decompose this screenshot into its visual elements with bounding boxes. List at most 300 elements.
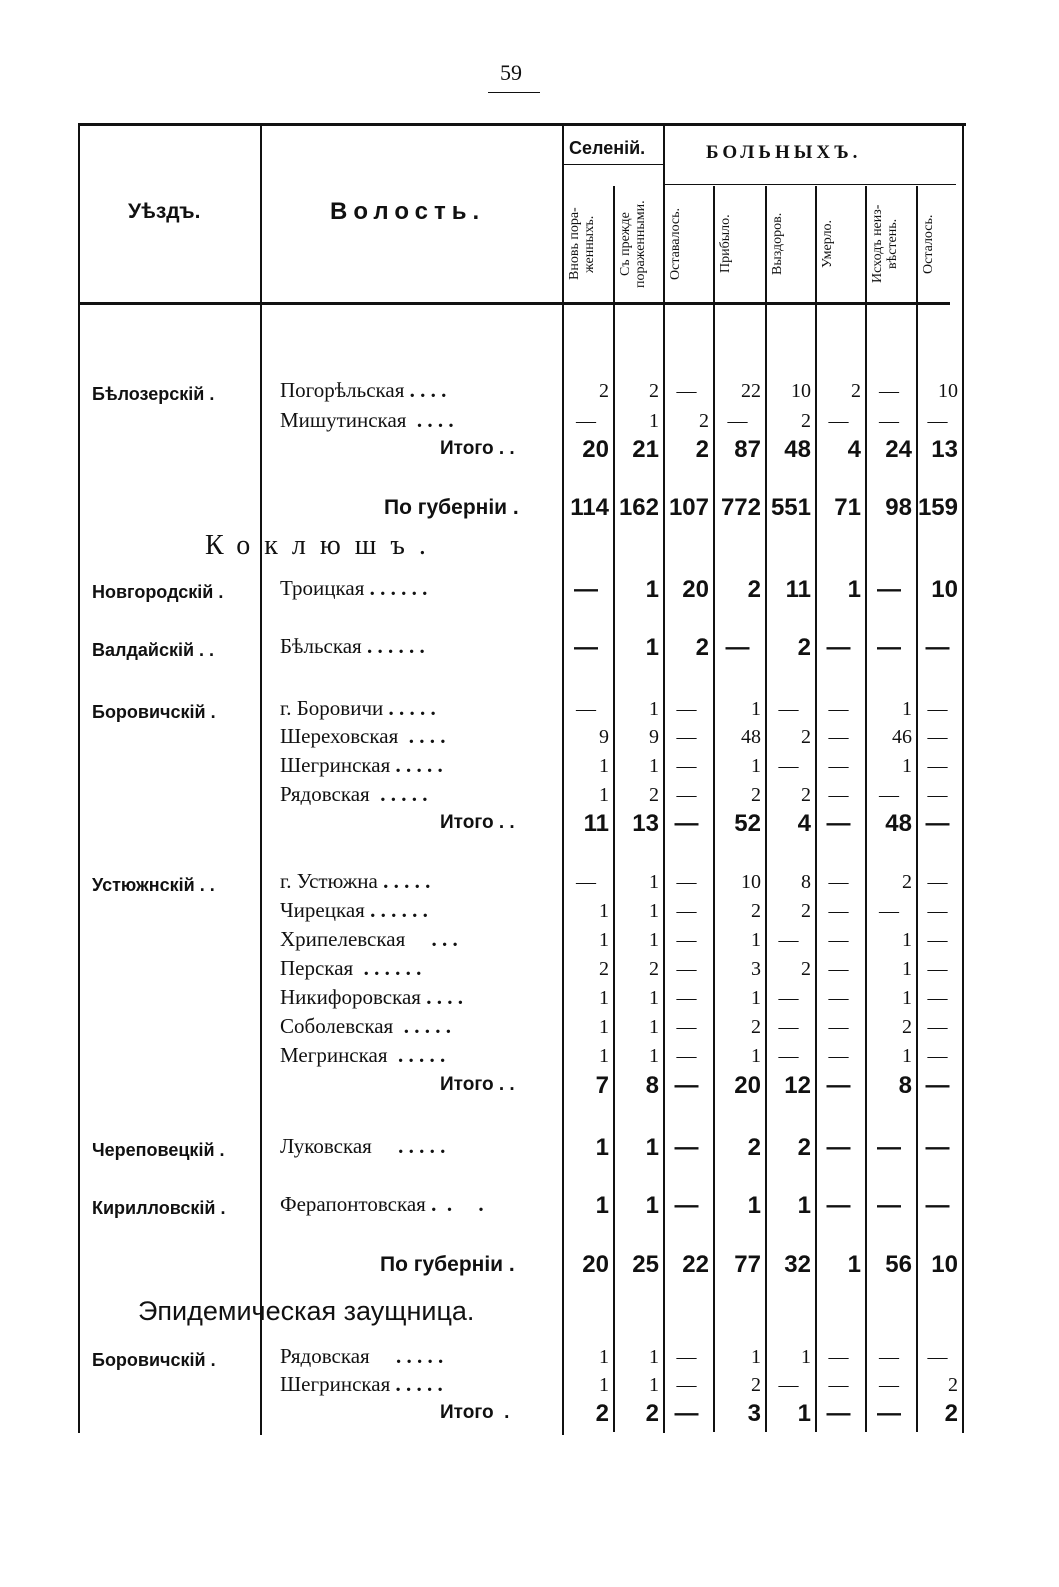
volost-name [280,985,463,1010]
cell-value: — [826,1400,851,1427]
cell-value: — [879,380,899,402]
cell-value: — [927,410,948,432]
cell-value: — [927,1346,948,1368]
cell-value: — [925,1072,950,1099]
cell-value: 1 [751,1346,761,1368]
cell-value: 32 [784,1251,811,1278]
total-leader-dots: . . [493,812,515,833]
cell-value: 1 [645,1192,659,1219]
cell-value: 2 [649,784,659,806]
volost-label: г. Устюжна [280,869,378,893]
uezd-leader-dots: . [205,1350,216,1370]
total-text: По губерніи [384,496,508,519]
cell-value: — [925,810,950,837]
cell-value: — [828,1016,849,1038]
volost-name [280,927,458,952]
cell-value: — [674,810,699,837]
cell-value: — [674,1192,699,1219]
volost-label: Рядовская [280,782,370,806]
cell-value: — [574,634,598,661]
uezd-label: Бѣлозерскій [92,384,205,404]
volost-label: Мегринская [280,1043,388,1067]
cell-value: 52 [734,810,761,837]
cell-value: — [828,726,849,748]
cell-value: — [828,987,849,1009]
cell-value: 1 [595,1192,609,1219]
cell-value: — [828,900,849,922]
cell-value: 22 [741,380,761,402]
cell-value: — [676,726,697,748]
cell-value: 21 [632,436,659,463]
volost-label: Рядовская [280,1344,370,1368]
cell-value: 10 [931,1251,958,1278]
volost-name [280,1192,484,1217]
header-bolnykh: БОЛЬНЫХЪ. [706,142,862,163]
uezd-name [92,1350,216,1371]
volost-leader-dots: . . . . . [390,1372,443,1396]
cell-value: 2 [851,380,861,402]
cell-value: — [828,755,849,777]
cell-value: 2 [699,410,709,432]
cell-value: — [877,634,901,661]
cell-value: 1 [599,900,609,922]
volost-leader-dots: . . . . . [390,753,443,777]
cell-value: 46 [892,726,912,748]
cell-value: 1 [797,1192,811,1219]
cell-value: 2 [751,1016,761,1038]
col-divider-3 [713,186,715,1432]
cell-value: — [574,576,598,603]
cell-value: — [778,755,799,777]
total-label [440,438,515,460]
total-leader-dots: . . [493,1074,515,1095]
cell-value: 25 [632,1251,659,1278]
cell-value: — [826,1134,851,1161]
cell-value: — [778,1374,799,1396]
cell-value: 107 [668,494,709,521]
volost-leader-dots: . . . . . [387,1043,446,1067]
cell-value: 2 [599,380,609,402]
volost-name [280,869,430,894]
volost-label: Хрипелевская [280,927,406,951]
total-leader-dots: . . [493,438,515,459]
cell-value: — [879,900,899,922]
volost-label: Луковская [280,1134,372,1158]
cell-value: 2 [801,726,811,748]
total-leader-dots: . [503,1253,515,1276]
cell-value: 2 [902,1016,912,1038]
header-uezd: Уѣздъ. [128,200,201,223]
cell-value: — [877,1134,901,1161]
cell-value: — [927,784,948,806]
cell-value: — [676,380,697,402]
cell-value: — [877,1400,901,1427]
volost-name [280,1014,451,1039]
uezd-label: Череповецкій [92,1140,215,1160]
cell-value: 1 [649,1374,659,1396]
cell-value: 1 [649,929,659,951]
header-col-6: Умерло. [820,219,835,269]
cell-value: 1 [902,958,912,980]
header-col-8: Осталось. [921,214,936,274]
cell-value: — [927,987,948,1009]
volost-name [280,634,425,659]
volost-leader-dots: . . . . . . [364,898,428,922]
cell-value: — [927,871,948,893]
uezd-name [92,1198,225,1219]
cell-value: 2 [695,436,709,463]
cell-value: 1 [902,698,912,720]
volost-name [280,1344,443,1369]
volost-label: Шегринская [280,1372,391,1396]
cell-value: 162 [618,494,659,521]
cell-value: — [676,987,697,1009]
cell-value: 1 [599,987,609,1009]
cell-value: — [674,1072,699,1099]
section-title-zaushnica: Эпидемическая заущница. [138,1296,475,1326]
cell-value: — [828,1045,849,1067]
uezd-label: Устюжнскій [92,875,195,895]
volost-label: Ферапонтовская [280,1192,426,1216]
cell-value: 87 [734,436,761,463]
cell-value: — [676,929,697,951]
volost-label: Бѣльская [280,634,362,658]
cell-value: 13 [632,810,659,837]
cell-value: 1 [645,1134,659,1161]
cell-value: 1 [649,900,659,922]
cell-value: 2 [695,634,709,661]
cell-value: 1 [595,1134,609,1161]
cell-value: — [826,1072,851,1099]
cell-value: 1 [649,1016,659,1038]
cell-value: 12 [784,1072,811,1099]
page-number: 59 [500,60,522,85]
cell-value: 20 [582,436,609,463]
header-col-2: Съ прежде пораженными. [618,200,648,288]
cell-value: — [828,784,849,806]
cell-value: 10 [938,380,958,402]
volost-leader-dots: . . . . . [377,869,431,893]
cell-value: 77 [734,1251,761,1278]
cell-value: 2 [649,958,659,980]
cell-value: 772 [720,494,761,521]
cell-value: 4 [847,436,861,463]
cell-value: 1 [751,755,761,777]
volost-leader-dots: . . . . . . [353,956,422,980]
cell-value: 2 [747,576,761,603]
cell-value: 3 [747,1400,761,1427]
cell-value: — [676,1346,697,1368]
cell-value: 1 [649,698,659,720]
cell-value: 1 [599,755,609,777]
volost-leader-dots: . . . . . . [364,576,428,600]
cell-value: 10 [791,380,811,402]
cell-value: 1 [751,929,761,951]
cell-value: 1 [645,576,659,603]
cell-value: 1 [599,784,609,806]
cell-value: — [828,1374,849,1396]
uezd-label: Новгородскій [92,582,214,602]
cell-value: — [676,958,697,980]
cell-value: — [676,1045,697,1067]
cell-value: — [828,958,849,980]
cell-value: 10 [931,576,958,603]
cell-value: 20 [582,1251,609,1278]
cell-value: — [676,698,697,720]
left-border [78,123,80,1433]
header-col-4: Прибыло. [718,214,733,274]
volost-leader-dots: . . . . [420,985,463,1009]
cell-value: 2 [801,958,811,980]
uezd-leader-dots: . [213,582,224,602]
cell-value: 1 [847,576,861,603]
cell-value: — [927,958,948,980]
cell-value: — [925,1192,950,1219]
header-col-1: Вновь пора- женныхъ. [567,207,597,281]
volost-numbers-divider [562,123,564,1435]
cell-value: 1 [902,755,912,777]
cell-value: — [828,1346,849,1368]
volost-leader-dots: . . . . [398,724,446,748]
cell-value: 2 [645,1400,659,1427]
volost-name [280,753,443,778]
cell-value: — [828,871,849,893]
cell-value: — [778,698,799,720]
cell-value: 1 [599,1374,609,1396]
cell-value: — [676,1374,697,1396]
page-number-underline [488,92,540,93]
cell-value: — [778,1016,799,1038]
volost-name [280,782,427,807]
cell-value: 7 [595,1072,609,1099]
cell-value: — [925,1134,950,1161]
volost-name [280,378,446,403]
volost-label: Чирецкая [280,898,365,922]
volost-label: Перская [280,956,354,980]
volost-label: Мишутинская [280,408,407,432]
cell-value: 20 [682,576,709,603]
cell-value: — [676,1016,697,1038]
table-top-rule [78,123,966,126]
volost-name [280,1372,443,1397]
total-text: Итого [440,812,494,833]
uezd-name [92,875,215,896]
cell-value: 1 [751,698,761,720]
cell-value: — [826,810,851,837]
uezd-leader-dots: . [205,702,216,722]
volost-leader-dots: . . . . [404,378,447,402]
cell-value: 4 [797,810,811,837]
cell-value: 13 [931,436,958,463]
total-label [440,1074,515,1096]
volost-leader-dots: . . . . [406,408,454,432]
volost-name [280,1043,445,1068]
cell-value: 1 [751,1045,761,1067]
uezd-label: Кирилловскій [92,1198,216,1218]
cell-value: — [778,929,799,951]
cell-value: — [927,900,948,922]
cell-value: 1 [797,1400,811,1427]
cell-value: 1 [649,871,659,893]
header-bottom-rule [78,302,950,305]
total-text: Итого [440,1402,494,1423]
total-label [440,1402,509,1424]
cell-value: — [676,784,697,806]
uezd-leader-dots: . [204,384,215,404]
cell-value: 2 [599,958,609,980]
cell-value: — [778,987,799,1009]
cell-value: 1 [649,755,659,777]
cell-value: 11 [583,810,609,837]
section-title-koklyush: Коклюшъ. [205,530,440,561]
header-col-3: Оставалось. [668,207,683,281]
uezd-leader-dots: . . [194,640,215,660]
volost-leader-dots: . . . . . [371,1134,446,1158]
cell-value: 551 [770,494,811,521]
cell-value: 3 [751,958,761,980]
cell-value: — [879,1346,899,1368]
total-text: Итого [440,1074,494,1095]
cell-value: 1 [649,987,659,1009]
uezd-label: Валдайскій [92,640,195,660]
volost-leader-dots: . . . [425,1192,484,1216]
volost-name [280,696,436,721]
uezd-label: Боровичскій [92,1350,206,1370]
cell-value: 2 [801,784,811,806]
header-col-5: Выздоров. [770,212,785,276]
uezd-name [92,582,223,603]
cell-value: 1 [747,1192,761,1219]
cell-value: 8 [645,1072,659,1099]
cell-value: — [828,929,849,951]
cell-value: — [877,1192,901,1219]
cell-value: — [576,698,596,720]
volost-leader-dots: . . . . . [393,1014,451,1038]
cell-value: 98 [885,494,912,521]
cell-value: — [725,634,750,661]
col-divider-7 [916,186,918,1432]
cell-value: — [879,410,899,432]
cell-value: 1 [751,987,761,1009]
cell-value: — [727,410,748,432]
cell-value: 2 [595,1400,609,1427]
col-divider-4 [765,186,767,1432]
uezd-leader-dots: . . [194,875,215,895]
uezd-name [92,702,216,723]
cell-value: — [927,1045,948,1067]
cell-value: — [925,634,950,661]
volost-name [280,576,427,601]
volost-name [280,724,445,749]
cell-value: 20 [734,1072,761,1099]
cell-value: 1 [599,1346,609,1368]
cell-value: 1 [599,929,609,951]
cell-value: 2 [948,1374,958,1396]
volost-label: Шереховская [280,724,399,748]
group-header-rule [563,164,663,165]
volost-leader-dots: . . . [405,927,458,951]
cell-value: — [576,871,596,893]
volost-label: Соболевская [280,1014,394,1038]
cell-value: 48 [741,726,761,748]
col-divider-2 [663,123,665,1433]
col-divider-5 [815,186,817,1432]
cell-value: — [676,900,697,922]
total-label [384,496,519,520]
total-label [380,1253,515,1277]
cell-value: 9 [649,726,659,748]
cell-value: 48 [885,810,912,837]
col-divider-6 [865,186,867,1432]
volost-name [280,956,421,981]
cell-value: 2 [751,1374,761,1396]
cell-value: 48 [784,436,811,463]
cell-value: 2 [797,1134,811,1161]
cell-value: — [828,698,849,720]
volost-leader-dots: . . . . . [383,696,436,720]
cell-value: 1 [649,1045,659,1067]
right-border [962,123,964,1433]
volost-leader-dots: . . . . . . [361,634,425,658]
uezd-leader-dots: . [215,1198,226,1218]
cell-value: — [826,634,851,661]
cell-value: 24 [885,436,912,463]
cell-value: 1 [649,1346,659,1368]
cell-value: 1 [847,1251,861,1278]
cell-value: 2 [801,410,811,432]
volost-label: Троицкая [280,576,365,600]
cell-value: — [778,1045,799,1067]
header-col-7: Исходъ неиз- вѣстень. [870,204,900,284]
cell-value: 2 [751,784,761,806]
cell-value: 1 [645,634,659,661]
cell-value: 159 [917,494,958,521]
volost-name [280,898,428,923]
cell-value: — [676,871,697,893]
cell-value: — [674,1400,699,1427]
cell-value: — [576,410,596,432]
header-seleniy: Селеній. [569,138,646,158]
volost-leader-dots: . . . . . [369,782,428,806]
total-text: Итого [440,438,494,459]
cell-value: — [927,698,948,720]
col-divider-1 [613,186,615,1432]
uezd-volost-divider [260,123,262,1435]
uezd-leader-dots: . [214,1140,225,1160]
cell-value: 1 [599,1016,609,1038]
cell-value: 114 [570,494,609,521]
cell-value: — [674,1134,699,1161]
cell-value: — [879,1374,899,1396]
cell-value: — [927,1016,948,1038]
header-volost: Волость. [330,198,486,225]
volost-label: Шегринская [280,753,391,777]
cell-value: 2 [801,900,811,922]
uezd-name [92,640,214,661]
volost-leader-dots: . . . . . [369,1344,444,1368]
cell-value: 2 [797,634,811,661]
cell-value: — [927,929,948,951]
cell-value: 1 [649,410,659,432]
uezd-name [92,384,214,405]
cell-value: — [826,1192,851,1219]
cell-value: 2 [751,900,761,922]
cell-value: 1 [902,1045,912,1067]
cell-value: 56 [885,1251,912,1278]
total-leader-dots: . [507,496,519,519]
uezd-name [92,1140,225,1161]
volost-label: г. Боровичи [280,696,384,720]
